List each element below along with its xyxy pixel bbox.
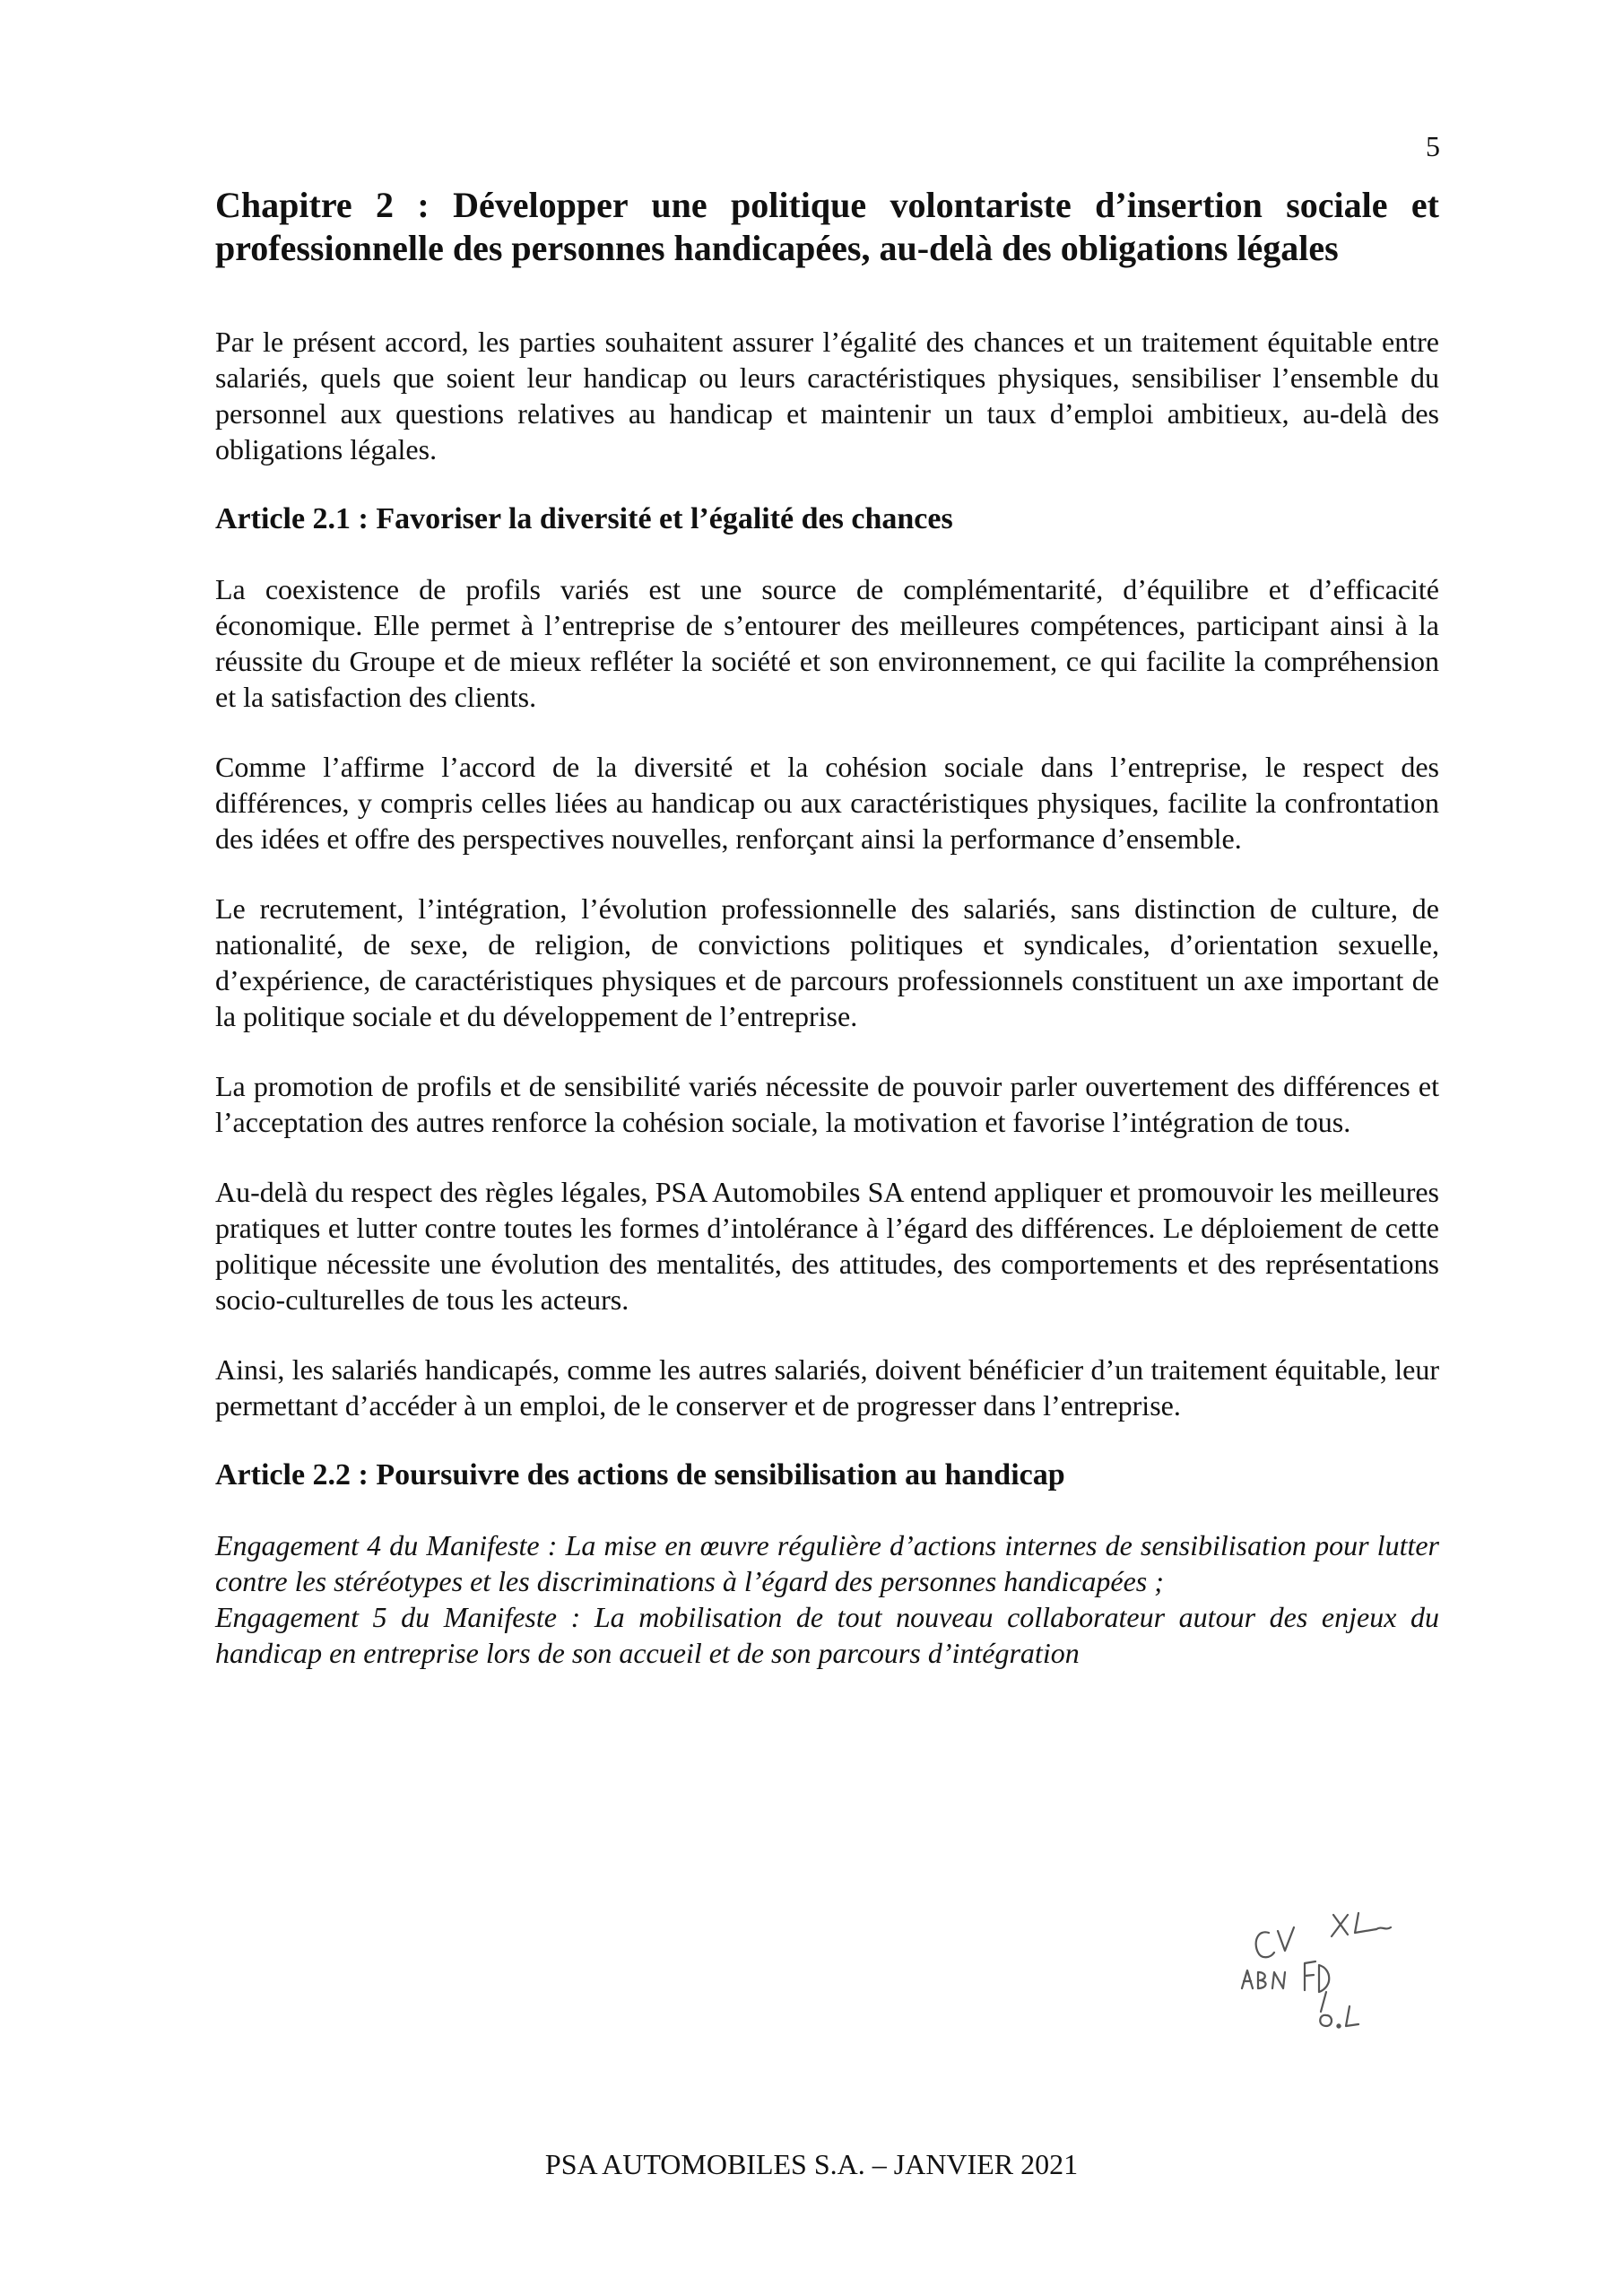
chapter-title: Chapitre 2 : Développer une politique volontariste d’insertion sociale et professionnelle des personnes handicapées, au-delà des obligations légales xyxy=(215,185,1439,268)
engagement-5: Engagement 5 du Manifeste : La mobilisation de tout nouveau collaborateur autour des enjeux du handicap en entreprise lors de son accueil et de son parcours d’intégration xyxy=(215,1601,1439,1669)
article-2-1-paragraph-1: La coexistence de profils variés est une source de complémentarité, d’équilibre et d’efficacité économique. Elle permet à l’entreprise de s’entourer des meilleures compétences, participant ainsi à la réussite du Groupe et de mieux refléter la société et son environnement, ce qui facilite la compréhension et la satisfaction des clients. xyxy=(215,573,1439,713)
article-2-1-paragraph-2: Comme l’affirme l’accord de la diversité et la cohésion sociale dans l’entreprise, le respect des différences, y compris celles liées au handicap ou aux caractéristiques physiques, facilite la confrontation des idées et offre des perspectives nouvelles, renforçant ainsi la performance d’ensemble. xyxy=(215,751,1439,855)
article-2-2-title: Article 2.2 : Poursuivre des actions de sensibilisation au handicap xyxy=(215,1458,1065,1492)
intro-paragraph: Par le présent accord, les parties souhaitent assurer l’égalité des chances et un traitement équitable entre salariés, quels que soient leur handicap ou leurs caractéristiques physiques, sensibiliser l’ensemble du personnel aux questions relatives au handicap et maintenir un taux d’emploi ambitieux, au-delà des obligations légales. xyxy=(215,326,1439,465)
page-content xyxy=(215,184,1439,1671)
article-2-1-paragraph-4: La promotion de profils et de sensibilité variés nécessite de pouvoir parler ouvertement des différences et l’acceptation des autres renforce la cohésion sociale, la motivation et favorise l’intégration de tous. xyxy=(215,1070,1439,1138)
article-2-1-paragraph-5: Au-delà du respect des règles légales, PSA Automobiles SA entend appliquer et promouvoir les meilleures pratiques et lutter contre toutes les formes d’intolérance à l’égard des différences. Le déploiement de cette politique nécessite une évolution des mentalités, des attitudes, des comportements et des représentations socio-culturelles de tous les acteurs. xyxy=(215,1176,1439,1316)
article-2-1-paragraph-3: Le recrutement, l’intégration, l’évolution professionnelle des salariés, sans distinction de culture, de nationalité, de sexe, de religion, de convictions politiques et syndicales, d’orientation sexuelle, d’expérience, de caractéristiques physiques et de parcours professionnels constituent un axe important de la politique sociale et du développement de l’entreprise. xyxy=(215,892,1439,1032)
article-2-1-title: Article 2.1 : Favoriser la diversité et l’égalité des chances xyxy=(215,502,953,535)
article-2-1-paragraph-6: Ainsi, les salariés handicapés, comme les autres salariés, doivent bénéficier d’un traitement équitable, leur permettant d’accéder à un emploi, de le conserver et de progresser dans l’entreprise. xyxy=(215,1353,1439,1422)
handwritten-initials xyxy=(1233,1906,1448,2040)
page-footer: PSA AUTOMOBILES S.A. – JANVIER 2021 xyxy=(544,2148,1079,2180)
engagement-4: Engagement 4 du Manifeste : La mise en œuvre régulière d’actions internes de sensibilisation pour lutter contre les stéréotypes et les discriminations à l’égard des personnes handicapées ; xyxy=(215,1529,1439,1597)
page-number: 5 xyxy=(1426,130,1440,162)
